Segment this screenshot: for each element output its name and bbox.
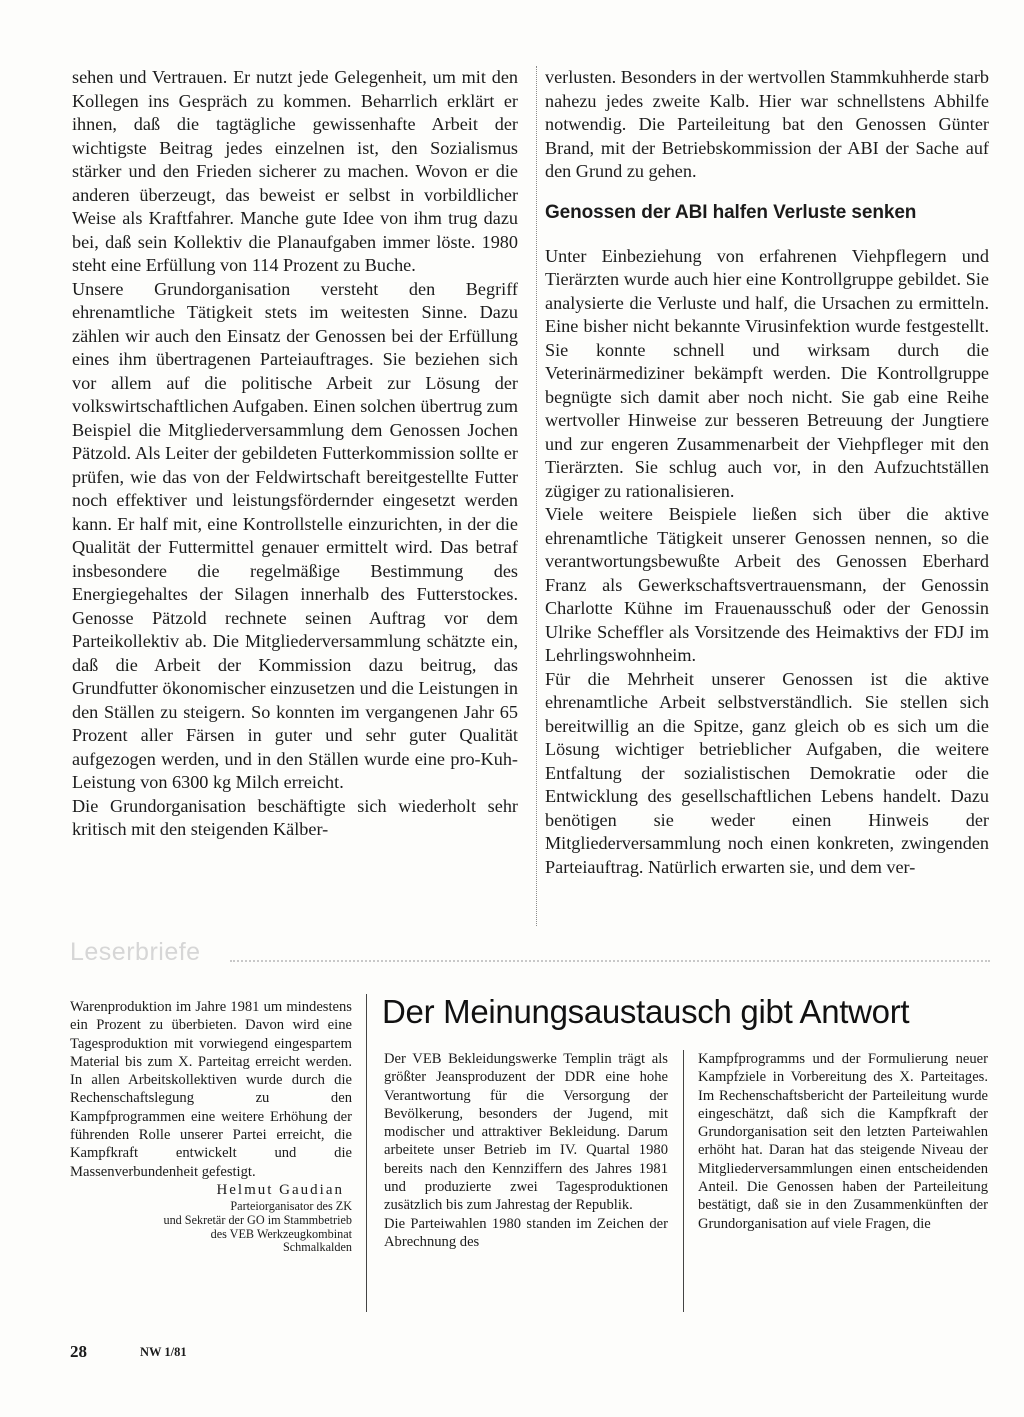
paragraph: Kampfprogramms und der Formulierung neuer Kampfziele in Vorbereitung des X. Parteitages. Im Rechenschaftsbericht der Parteileitung wurde eingeschätzt, daß sich die Kampfkraft der Grundorganisation seit den letzten Parteiwahlen erhöht hat. Daran hat das steigende Niveau der Mitgliederversammlungen einen entscheidenden Anteil. Die Genossen haben der Parteileitung bestätigt, daß sie in den Zusammenkünften der Grundorganisation auf viele Fragen, die — [698, 1051, 988, 1232]
subheading: Genossen der ABI halfen Verluste senken — [545, 201, 917, 223]
paragraph: Die Grundorganisation beschäftigte sich wiederholt sehr kritisch mit den steigenden Kälber- — [72, 795, 518, 839]
paragraph: Unter Einbeziehung von erfahrenen Viehpflegern und Tierärzten wurde auch hier eine Kontrollgruppe gebildet. Sie analysierte die Verluste und half, die Ursachen zu ermitteln. Eine bisher nicht bekannte Virusinfektion wurde festgestellt. Sie konnte schnell und wirksam durch die Veterinärmediziner bekämpft werden. Die Kontrollgruppe begnügte sich damit aber noch nicht. Sie gab eine Reihe wertvoller Hinweise zur besseren Betreuung der Jungtiere und zur engeren Zusammenarbeit der Viehpfleger mit den Tierärzten. Sie schlug auch vor, in den Aufzuchtställen zügiger zu rationalisieren. — [545, 245, 989, 501]
paragraph: Der VEB Bekleidungswerke Templin trägt als größter Jeansproduzent der DDR eine hohe Verantwortung für die Versorgung der Bevölkerung, besonders der Jugend, mit modischer und attraktiver Bekleidung. Darum arbeitete unser Betrieb im IV. Quartal 1980 bereits nach den Kennziffern des Jahres 1981 und produzierte zwei Tagesproduktionen zusätzlich bis zum Jahrestag der Republik. — [384, 1051, 668, 1214]
issue-label: NW 1/81 — [140, 1345, 187, 1359]
paragraph: Für die Mehrheit unserer Genossen ist die aktive ehrenamtliche Arbeit selbstverständlich. Sie stellen sich bereitwillig an die Spitze, ganz gleich ob es sich um die Lösung wichtiger betrieblicher Aufgaben, die weitere Entfaltung der sozialistischen Demokratie oder die Entwicklung des gesellschaftlichen Lebens handelt. Dazu benötigen sie weder einen Hinweis der Mitgliederversammlung noch einen konkreten, zwingenden Parteiauftrag. Natürlich erwarten sie, und dem ver- — [545, 668, 989, 877]
paragraph: Warenproduktion im Jahre 1981 um mindestens ein Prozent zu überbieten. Davon wird eine Tagesproduktion mit vorwiegend eingespartem Material bis zum X. Parteitag erreicht werden. In allen Arbeitskollektiven wurde durch die Rechenschaftslegung zu den Kampfprogrammen eine weitere Erhöhung der führenden Rolle unserer Partei erreicht, die Kampfkraft entwickelt und die Massenverbundenheit gefestigt. — [70, 999, 352, 1180]
author-role: des VEB Werkzeugkombinat — [210, 1226, 352, 1241]
page-number: 28 — [70, 1342, 87, 1361]
article-column-right — [545, 66, 989, 879]
author-name: Helmut Gaudian — [216, 1181, 344, 1198]
section-label: Leserbriefe — [70, 938, 201, 966]
paragraph: Unsere Grundorganisation versteht den Begriff ehrenamtliche Tätigkeit stets im weitesten Sinne. Dazu zählen wir auch den Einsatz der Genossen bei der Erfüllung eines ihm übertragenen Parteiauftrages. Sie beziehen sich vor allem auf die politische Arbeit zur Lösung der volkswirtschaftlichen Aufgaben. Einen solchen übertrug zum Beispiel die Mitgliederversammlung dem Genossen Jochen Pätzold. Als Leiter der gebildeten Futterkommission sollte er prüfen, wie das von der Feldwirtschaft bereitgestellte Futter noch effektiver und leistungsfördernder eingesetzt werden kann. Er half mit, eine Kontrollstelle einzurichten, in der die Qualität der Futtermittel genauer ermittelt wird. Das betraf insbesondere die regelmäßige Bestimmung des Energiegehaltes der Silagen innerhalb des Futterstockes. Genosse Pätzold rechnete seinen Auftrag vor dem Parteikollektiv ab. Die Mitgliederversammlung schätzte ein, daß die Arbeit der Kommission dazu beitrug, das Grundfutter ökonomischer einzusetzen und die Leistungen in den Ställen zu steigern. So konnten im vergangenen Jahr 65 Prozent aller Färsen in guter und sehr guter Qualität aufgezogen werden, und in den Ställen wurde eine pro-Kuh-Leistung von 6300 kg Milch erreicht. — [72, 278, 518, 792]
letter-one-column — [70, 998, 352, 1255]
article-column-left — [72, 66, 518, 842]
paragraph: verlusten. Besonders in der wertvollen Stammkuhherde starb nahezu jedes zweite Kalb. Hier war schnellstens Abhilfe notwendig. Die Parteileitung bat den Genossen Günter Brand, mit der Betriebskommission der ABI der Sache auf den Grund zu gehen. — [545, 67, 989, 181]
section-rule — [230, 960, 990, 962]
column-rule — [366, 994, 367, 1312]
letter-headline: Der Meinungsaustausch gibt Antwort — [382, 993, 910, 1030]
paragraph: Viele weitere Beispiele ließen sich über die aktive ehrenamtliche Tätigkeit unserer Genossen nennen, so die verantwortungsbewußte Arbeit des Genossen Eberhard Franz als Gewerkschaftsvertrauensmann, der Genossin Charlotte Kühne im Frauenausschuß oder der Genossin Ulrike Scheffler als Vorsitzende des Heimaktivs der FDJ im Lehrlingswohnheim. — [545, 504, 989, 665]
author-role: Schmalkalden — [282, 1240, 352, 1255]
author-role: und Sekretär der GO im Stammbetrieb — [163, 1212, 352, 1227]
letter-two-column-right — [698, 1050, 988, 1233]
paragraph: sehen und Vertrauen. Er nutzt jede Gelegenheit, um mit den Kollegen ins Gespräch zu kommen. Beharrlich erklärt er ihnen, daß die tagtägliche gewissenhafte Arbeit der wichtigste Beitrag jedes einzelnen ist, den Sozialismus stärker und den Frieden sicherer zu machen. Wovon er die anderen überzeugt, das beweist er selbst in vorbildlicher Weise als Kraftfahrer. Manche gute Idee von ihm trug dazu bei, daß sein Kollektiv die Planaufgaben immer löste. 1980 steht eine Erfüllung von 114 Prozent zu Buche. — [72, 67, 518, 275]
author-role: Parteiorganisator des ZK — [230, 1198, 352, 1213]
paragraph: Die Parteiwahlen 1980 standen im Zeichen der Abrechnung des — [384, 1215, 668, 1250]
letter-two-column-left — [384, 1050, 668, 1251]
column-rule — [683, 1050, 684, 1312]
column-divider — [536, 66, 537, 926]
